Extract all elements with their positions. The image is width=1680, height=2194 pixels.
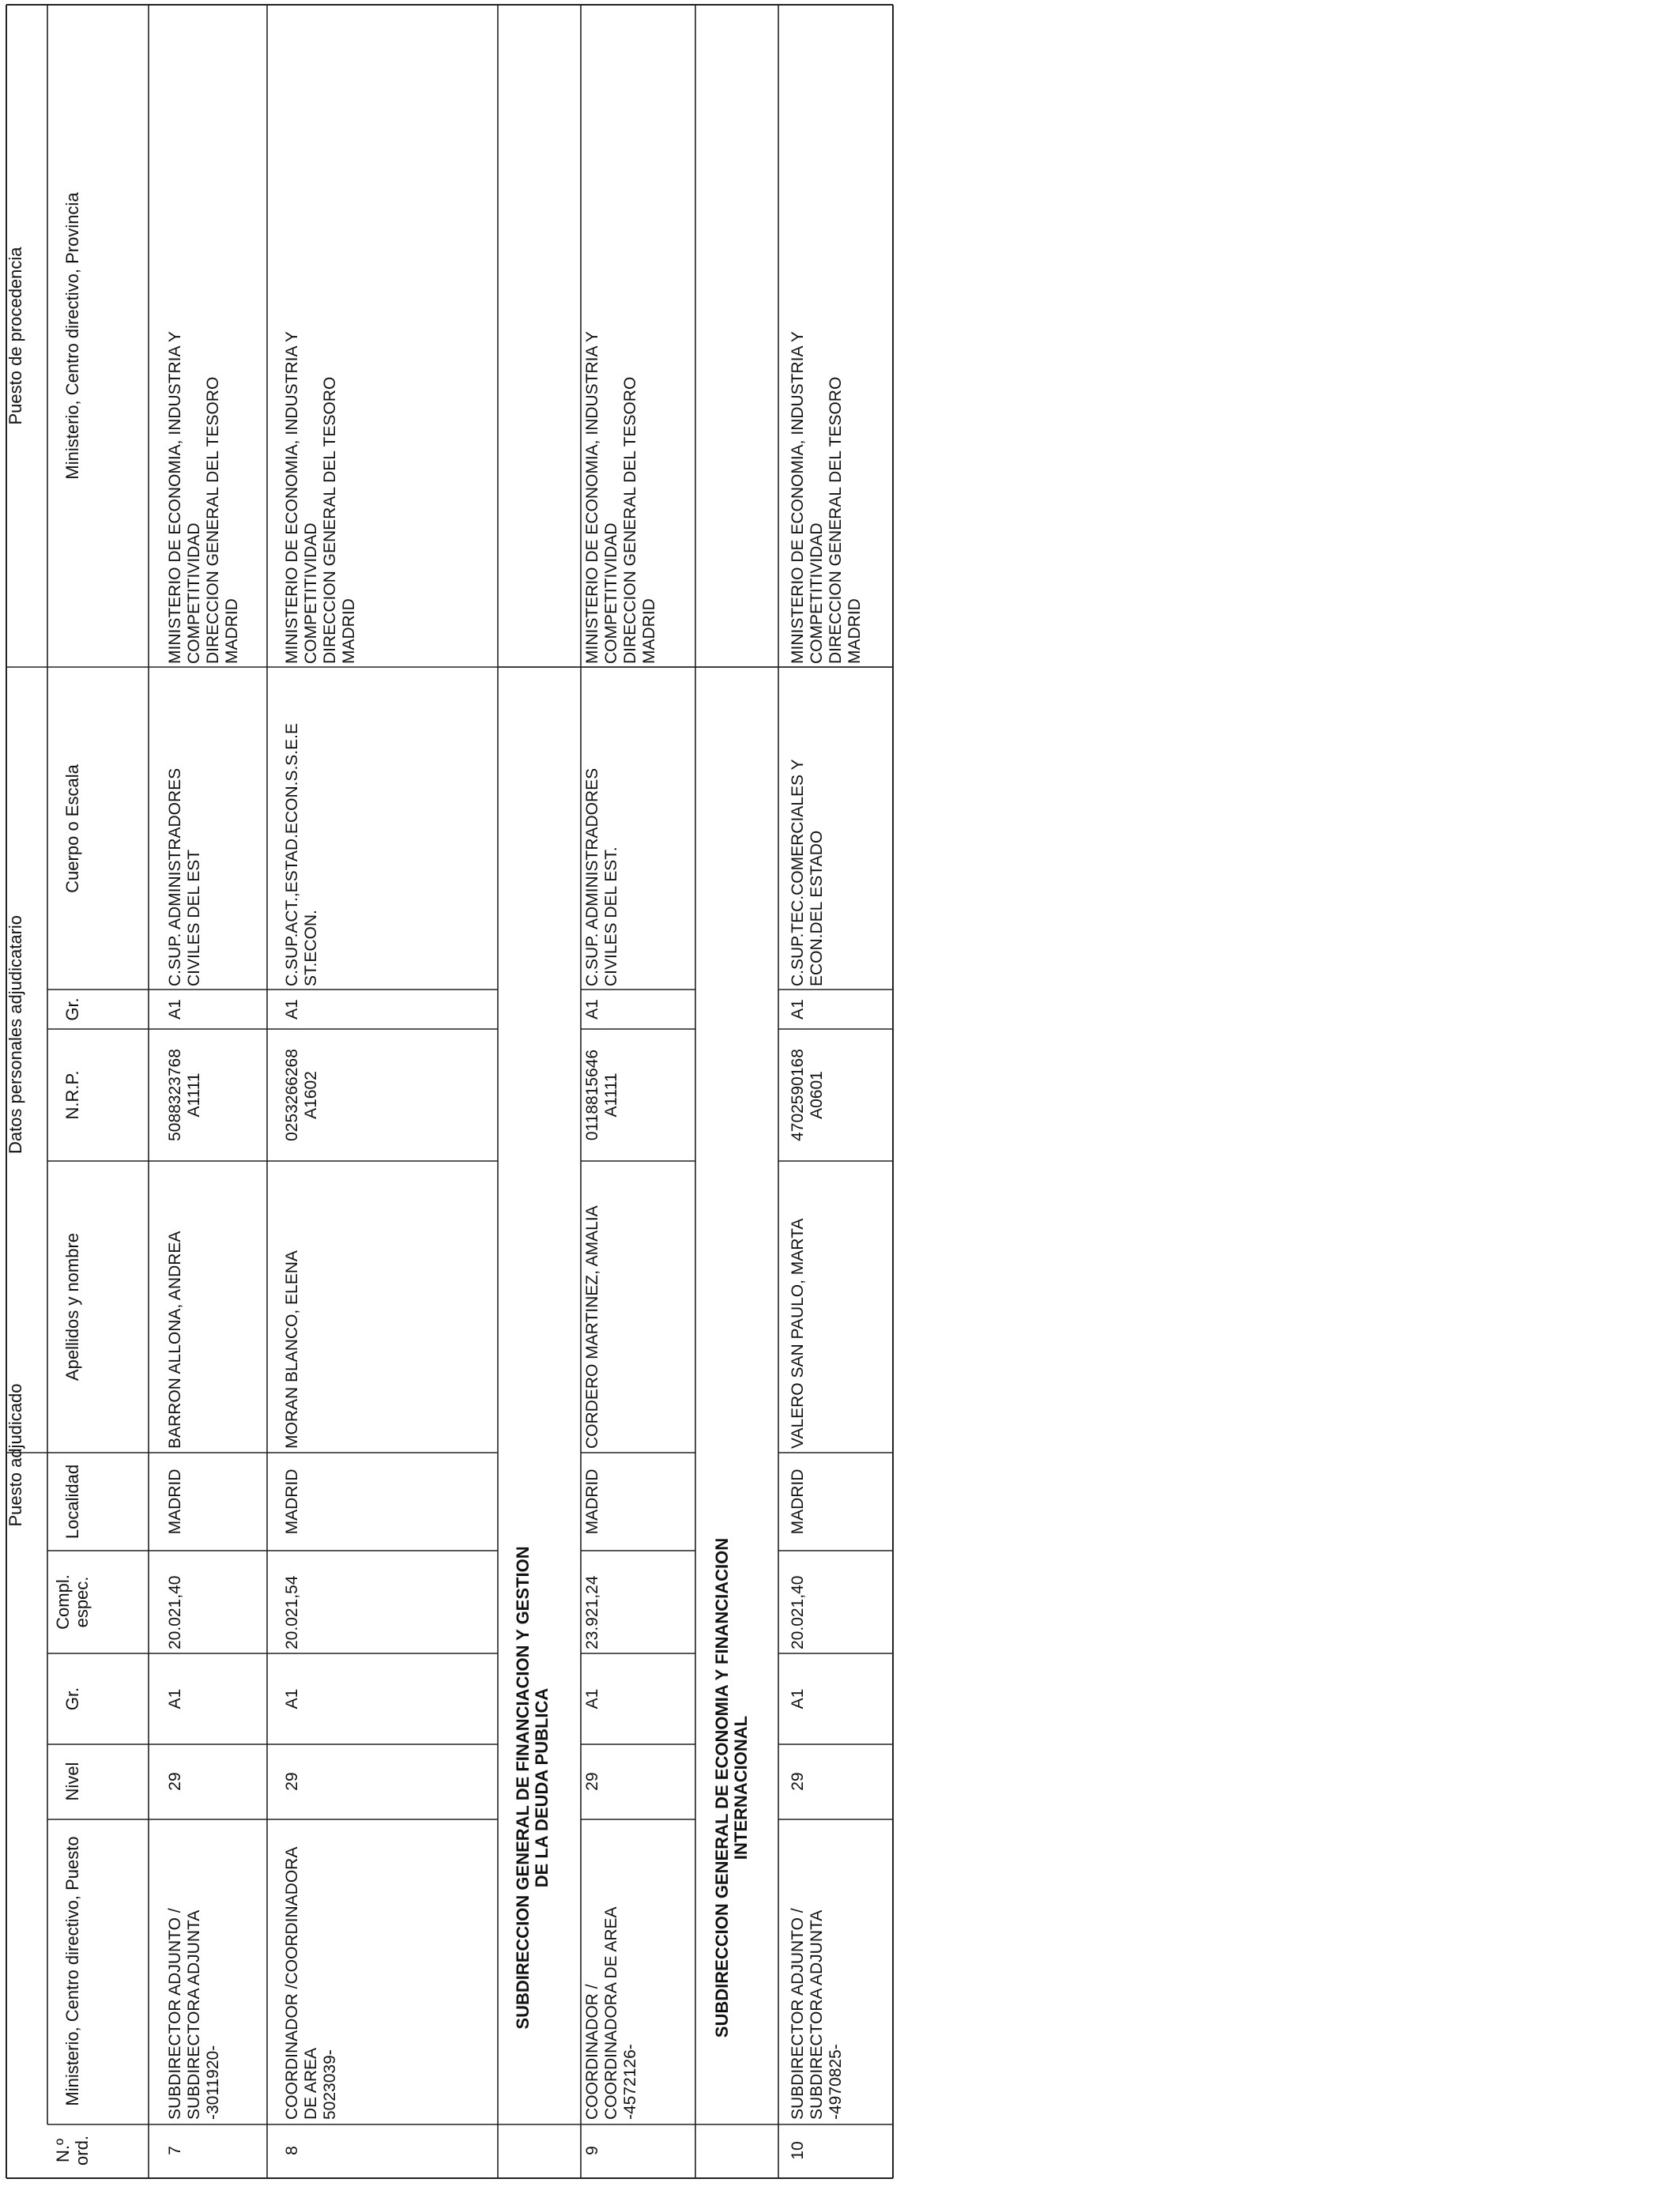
col-n-ord: N.º ord. bbox=[53, 2136, 92, 2166]
row10-nombre: VALERO SAN PAULO, MARTA bbox=[789, 1218, 807, 1449]
row7-puesto: SUBDIRECTOR ADJUNTO / SUBDIRECTORA ADJUNTA -3011920- bbox=[166, 1908, 222, 2120]
row7-gr: A1 bbox=[166, 1688, 184, 1710]
col-localidad: Localidad bbox=[62, 1464, 82, 1540]
row8-puesto: COORDINADOR /COORDINADORA DE AREA 5023039- bbox=[283, 1846, 339, 2120]
row8-nrp: 0253266268 A1602 bbox=[283, 1049, 320, 1141]
row9-nrp: 0118815646 A1111 bbox=[583, 1049, 620, 1141]
header-puesto-procedencia: Puesto de procedencia bbox=[6, 247, 25, 425]
row7-localidad: MADRID bbox=[166, 1468, 184, 1535]
section-heading-financiacion-internacional: SUBDIRECCION GENERAL DE ECONOMIA Y FINANCIACION INTERNACIONAL bbox=[712, 1537, 751, 2038]
col-gr: Gr. bbox=[62, 1687, 82, 1711]
row9-gr: A1 bbox=[583, 1688, 601, 1710]
row8-gr: A1 bbox=[283, 1688, 301, 1710]
row9-cuerpo: C.SUP. ADMINISTRADORES CIVILES DEL EST. bbox=[583, 767, 620, 986]
row7-compl: 20.021,40 bbox=[166, 1575, 184, 1649]
col-ministerio-provincia: Ministerio, Centro directivo, Provincia bbox=[62, 192, 82, 480]
section-heading-deuda-publica: SUBDIRECCION GENERAL DE FINANCIACION Y GESTION DE LA DEUDA PUBLICA bbox=[513, 1546, 552, 2030]
row10-nrp: 4702590168 A0601 bbox=[789, 1049, 826, 1141]
col-nivel: Nivel bbox=[62, 1762, 82, 1801]
row10-localidad: MADRID bbox=[789, 1468, 807, 1535]
row8-ord: 8 bbox=[283, 2146, 301, 2155]
row8-nivel: 29 bbox=[283, 1772, 301, 1791]
row10-compl: 20.021,40 bbox=[789, 1575, 807, 1649]
row7-nombre: BARRON ALLONA, ANDREA bbox=[166, 1231, 184, 1449]
col-cuerpo: Cuerpo o Escala bbox=[62, 764, 82, 893]
row9-procedencia: MINISTERIO DE ECONOMIA, INDUSTRIA Y COMPETITIVIDAD DIRECCION GENERAL DEL TESORO MADRID bbox=[583, 331, 658, 664]
row9-localidad: MADRID bbox=[583, 1468, 601, 1535]
header-puesto-adjudicado: Puesto adjudicado bbox=[6, 1383, 25, 1527]
row10-gr2: A1 bbox=[789, 999, 807, 1020]
row9-ord: 9 bbox=[583, 2146, 601, 2155]
row7-gr2: A1 bbox=[166, 999, 184, 1020]
col-ministerio-puesto: Ministerio, Centro directivo, Puesto bbox=[62, 1836, 82, 2106]
row7-cuerpo: C.SUP. ADMINISTRADORES CIVILES DEL EST bbox=[166, 767, 203, 986]
row9-puesto: COORDINADOR / COORDINADORA DE AREA -4572126- bbox=[583, 1906, 639, 2120]
col-compl-espec: Compl. espec. bbox=[53, 1574, 92, 1630]
row8-localidad: MADRID bbox=[283, 1468, 301, 1535]
row8-cuerpo: C.SUP.ACT.,ESTAD.ECON.S.S.E.E ST.ECON. bbox=[283, 723, 320, 986]
col-nrp: N.R.P. bbox=[62, 1070, 82, 1120]
row8-nombre: MORAN BLANCO, ELENA bbox=[283, 1250, 301, 1449]
row7-nrp: 5088323768 A1111 bbox=[166, 1049, 203, 1141]
row7-ord: 7 bbox=[166, 2146, 184, 2155]
row10-nivel: 29 bbox=[789, 1772, 807, 1791]
row9-compl: 23.921,24 bbox=[583, 1575, 601, 1649]
row10-ord: 10 bbox=[789, 2141, 807, 2160]
col-gr2: Gr. bbox=[62, 997, 82, 1021]
header-datos-personales: Datos personales adjudicatario bbox=[6, 914, 25, 1155]
row8-compl: 20.021,54 bbox=[283, 1575, 301, 1649]
row10-puesto: SUBDIRECTOR ADJUNTO / SUBDIRECTORA ADJUNTA -4970825- bbox=[789, 1908, 845, 2120]
row7-procedencia: MINISTERIO DE ECONOMIA, INDUSTRIA Y COMPETITIVIDAD DIRECCION GENERAL DEL TESORO MADRID bbox=[166, 331, 241, 664]
row9-gr2: A1 bbox=[583, 999, 601, 1020]
row10-procedencia: MINISTERIO DE ECONOMIA, INDUSTRIA Y COMPETITIVIDAD DIRECCION GENERAL DEL TESORO MADRID bbox=[789, 331, 864, 664]
row7-nivel: 29 bbox=[166, 1772, 184, 1791]
row10-cuerpo: C.SUP.TEC.COMERCIALES Y ECON.DEL ESTADO bbox=[789, 759, 826, 986]
row9-nombre: CORDERO MARTINEZ, AMALIA bbox=[583, 1205, 601, 1449]
row9-nivel: 29 bbox=[583, 1772, 601, 1791]
row10-gr: A1 bbox=[789, 1688, 807, 1710]
col-apellidos: Apellidos y nombre bbox=[62, 1232, 82, 1382]
row8-procedencia: MINISTERIO DE ECONOMIA, INDUSTRIA Y COMPETITIVIDAD DIRECCION GENERAL DEL TESORO MADRID bbox=[283, 331, 358, 664]
row8-gr2: A1 bbox=[283, 999, 301, 1020]
